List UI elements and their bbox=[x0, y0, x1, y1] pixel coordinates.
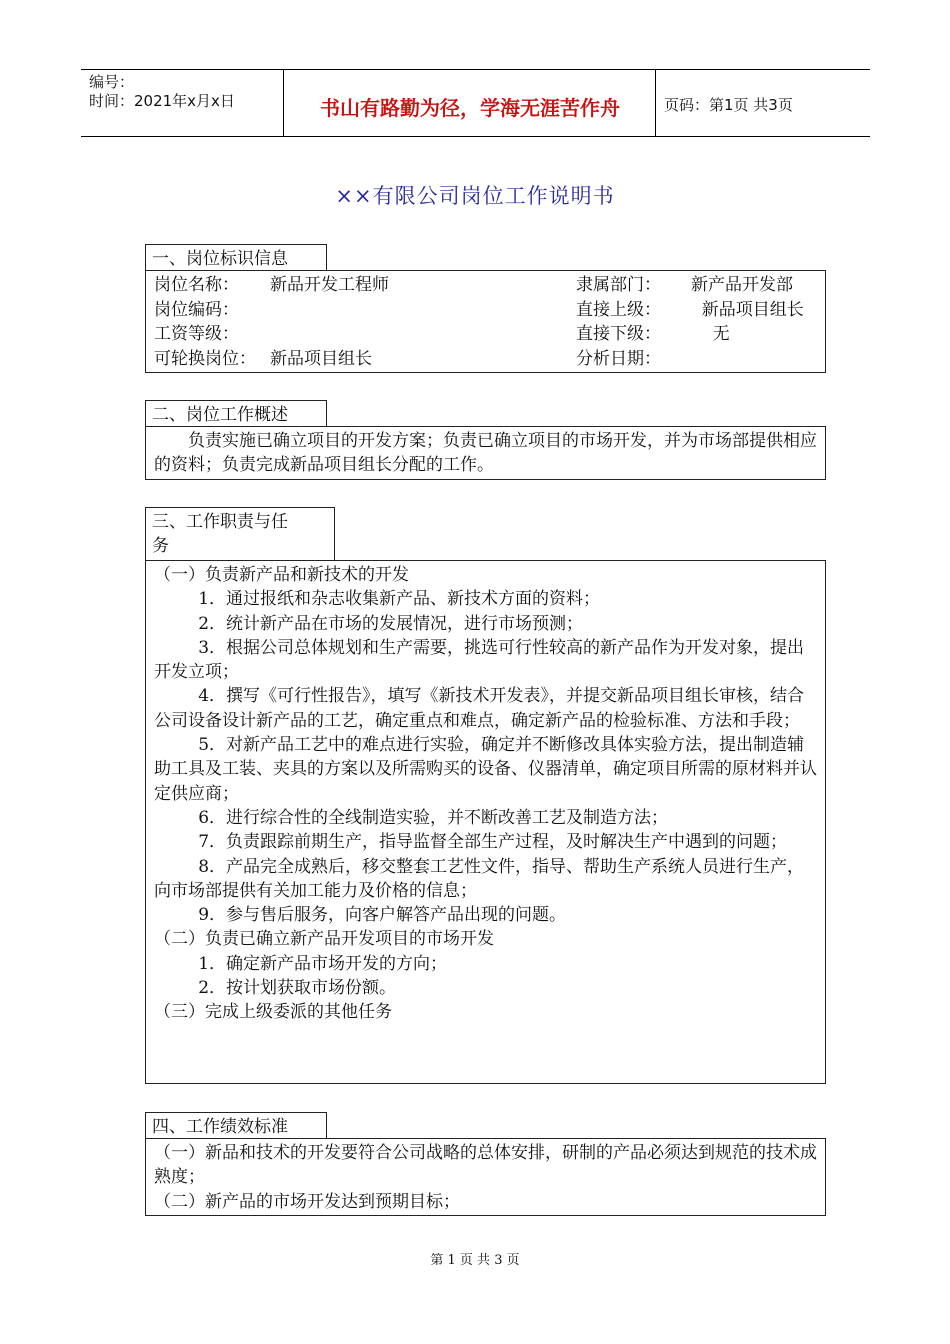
duty-item: 8．产品完全成熟后，移交整套工艺性文件，指导、帮助生产系统人员进行生产，向市场部提供有关加工能力及价格的信息； bbox=[154, 856, 805, 901]
section2-summary: 负责实施已确立项目的开发方案；负责已确立项目的市场开发，并为市场部提供相应的资料；负责完成新品项目组长分配的工作。 bbox=[145, 426, 826, 480]
duty-item: 3．根据公司总体规划和生产需要，挑选可行性较高的新产品作为开发对象，提出开发立项； bbox=[154, 637, 805, 683]
document-title: ××有限公司岗位工作说明书 bbox=[335, 184, 615, 208]
performance-item: （二）新产品的市场开发达到预期目标； bbox=[154, 1191, 460, 1212]
field-label: 可轮换岗位： bbox=[154, 348, 256, 369]
duty-category: （一）负责新产品和新技术的开发 bbox=[154, 565, 409, 585]
duty-item: 4．撰写《可行性报告》，填写《新技术开发表》，并提交新品项目组长审核，结合公司设备设计新产品的工艺，确定重点和难点，确定新产品的检验标准、方法和手段； bbox=[154, 686, 805, 731]
field-value: 新品项目组长 bbox=[270, 348, 372, 369]
duty-item: 5．对新产品工艺中的难点进行实验，确定并不断修改具体实验方法，提出制造辅助工具及工装、夹具的方案以及所需购买的设备、仪器清单，确定项目所需的原材料并认定供应商； bbox=[154, 735, 817, 804]
section4-heading: 四、工作绩效标准 bbox=[145, 1112, 327, 1139]
duty-item: 9．参与售后服务，向客户解答产品出现的问题。 bbox=[198, 905, 567, 926]
duty-item: 2．统计新产品在市场的发展情况，进行市场预测； bbox=[198, 613, 584, 634]
identity-row bbox=[146, 273, 825, 298]
header-page-number: 页码：第1页 共3页 bbox=[664, 96, 793, 114]
performance-list bbox=[146, 1141, 825, 1214]
field-value: 无 bbox=[691, 324, 730, 344]
section2-heading: 二、岗位工作概述 bbox=[145, 400, 327, 427]
section4-box bbox=[145, 1138, 826, 1216]
page-header bbox=[81, 69, 870, 137]
duty-category: （二）负责已确立新产品开发项目的市场开发 bbox=[154, 929, 494, 950]
header-meta bbox=[89, 73, 235, 111]
duty-item: 1．确定新产品市场开发的方向； bbox=[198, 953, 448, 974]
field-label: 隶属部门： bbox=[576, 275, 661, 295]
duties-list bbox=[146, 563, 825, 1025]
section3-box bbox=[145, 560, 826, 1084]
page-footer: 第 1 页 共 3 页 bbox=[430, 1253, 520, 1268]
header-motto: 书山有路勤为径，学海无涯苦作舟 bbox=[320, 96, 620, 120]
field-label: 直接上级： bbox=[576, 299, 661, 320]
performance-item: （一）新品和技术的开发要符合公司战略的总体安排，研制的产品必须达到规范的技术成熟度； bbox=[154, 1143, 817, 1188]
document-number: 编号： bbox=[89, 73, 135, 91]
duty-category: （三）完成上级委派的其他任务 bbox=[154, 1002, 392, 1023]
field-value: 新产品开发部 bbox=[691, 275, 793, 295]
duty-item: 2．按计划获取市场份额。 bbox=[198, 978, 397, 999]
section3-heading-line2: 务 bbox=[152, 536, 169, 556]
field-label: 直接下级： bbox=[576, 324, 661, 344]
field-label: 工资等级： bbox=[154, 324, 239, 344]
duty-item: 1．通过报纸和杂志收集新产品、新技术方面的资料； bbox=[198, 589, 601, 610]
identity-row bbox=[146, 298, 825, 323]
field-value: 新品开发工程师 bbox=[270, 275, 389, 295]
section1-box bbox=[145, 270, 826, 373]
identity-row bbox=[146, 322, 825, 347]
field-value: 新品项目组长 bbox=[691, 299, 804, 320]
field-label: 分析日期： bbox=[576, 348, 661, 369]
field-label: 岗位名称： bbox=[154, 275, 239, 295]
section3-heading-line1: 三、工作职责与任 bbox=[152, 512, 288, 532]
document-time: 时间：2021年x月x日 bbox=[89, 92, 235, 110]
identity-row bbox=[146, 347, 825, 372]
field-label: 岗位编码： bbox=[154, 299, 239, 320]
section1-heading: 一、岗位标识信息 bbox=[145, 244, 327, 271]
identity-table bbox=[146, 273, 825, 371]
duty-item: 7．负责跟踪前期生产，指导监督全部生产过程，及时解决生产中遇到的问题； bbox=[198, 832, 788, 853]
section3-heading bbox=[145, 507, 335, 561]
duty-item: 6．进行综合性的全线制造实验，并不断改善工艺及制造方法； bbox=[198, 807, 669, 828]
